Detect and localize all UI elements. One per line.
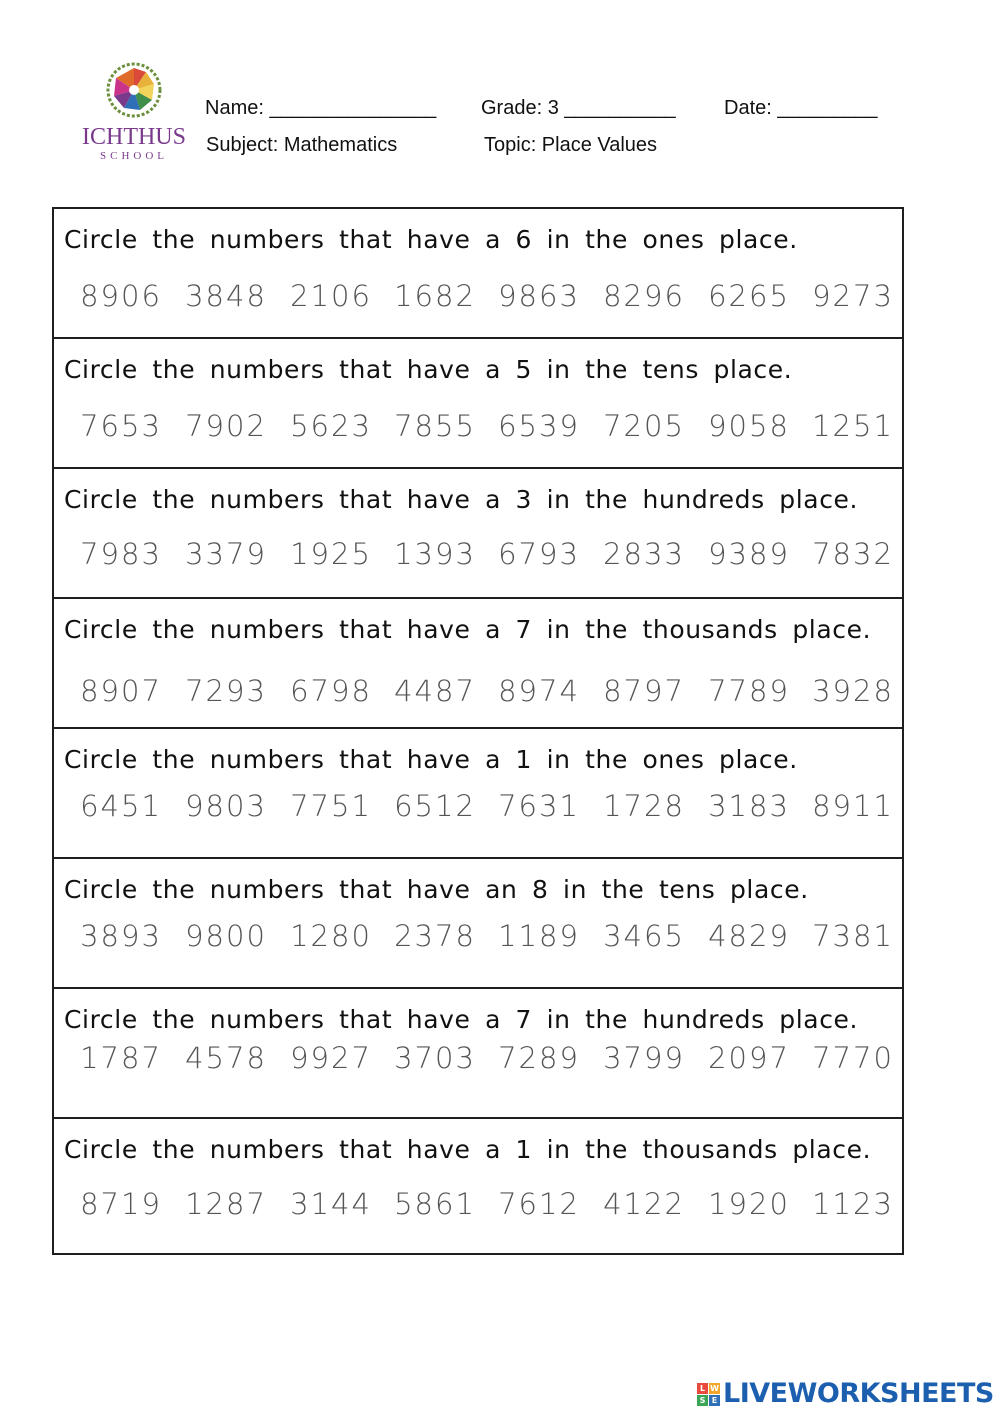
number-choice[interactable]: 8907 [80, 674, 162, 708]
question-instruction: Circle the numbers that have a 7 in the thousands place. [64, 615, 872, 644]
number-choice[interactable]: 7612 [498, 1187, 580, 1221]
number-choice[interactable]: 7653 [80, 409, 162, 443]
number-choice[interactable]: 8906 [80, 279, 162, 313]
subject-label: Subject: Mathematics [206, 134, 398, 156]
number-choice[interactable]: 7631 [498, 789, 580, 823]
liveworksheets-badge-icon [697, 1383, 721, 1407]
number-choice[interactable]: 7902 [185, 409, 267, 443]
grade-field[interactable]: Grade: 3 __________ [481, 97, 676, 119]
number-choices [76, 409, 896, 449]
number-choice[interactable]: 2833 [603, 537, 685, 571]
number-choice[interactable]: 1787 [80, 1041, 162, 1075]
number-choice[interactable]: 3893 [80, 919, 162, 953]
school-logo [80, 62, 188, 162]
number-choice[interactable]: 7983 [80, 537, 162, 571]
number-choice[interactable]: 1393 [394, 537, 476, 571]
number-choice[interactable]: 6512 [394, 789, 476, 823]
number-choices [76, 674, 896, 714]
question-instruction: Circle the numbers that have an 8 in the tens place. [64, 875, 809, 904]
number-choice[interactable]: 1287 [185, 1187, 267, 1221]
number-choice[interactable]: 3379 [185, 537, 267, 571]
number-choice[interactable]: 6798 [290, 674, 372, 708]
number-choice[interactable]: 7789 [708, 674, 790, 708]
number-choice[interactable]: 6539 [498, 409, 580, 443]
number-choices [76, 789, 896, 829]
number-choice[interactable]: 1682 [394, 279, 476, 313]
number-choices [76, 1041, 896, 1081]
number-choice[interactable]: 9863 [498, 279, 580, 313]
number-choice[interactable]: 6265 [708, 279, 790, 313]
number-choice[interactable]: 3848 [185, 279, 267, 313]
question-instruction: Circle the numbers that have a 1 in the ones place. [64, 745, 798, 774]
question-row [54, 599, 902, 729]
badge-letter: L [697, 1383, 708, 1394]
number-choice[interactable]: 8797 [603, 674, 685, 708]
question-row [54, 209, 902, 339]
number-choice[interactable]: 2097 [708, 1041, 790, 1075]
number-choice[interactable]: 3183 [708, 789, 790, 823]
number-choice[interactable]: 5861 [394, 1187, 476, 1221]
date-field[interactable]: Date: _________ [724, 97, 878, 119]
number-choice[interactable]: 1925 [290, 537, 372, 571]
number-choice[interactable]: 2378 [394, 919, 476, 953]
number-choice[interactable]: 6451 [80, 789, 162, 823]
number-choice[interactable]: 4487 [394, 674, 476, 708]
number-choice[interactable]: 5623 [290, 409, 372, 443]
number-choice[interactable]: 7832 [812, 537, 894, 571]
question-instruction: Circle the numbers that have a 1 in the thousands place. [64, 1135, 872, 1164]
number-choice[interactable]: 9927 [290, 1041, 372, 1075]
worksheet-table [52, 207, 904, 1255]
number-choice[interactable]: 9273 [812, 279, 894, 313]
number-choices [76, 537, 896, 577]
school-crest-icon [100, 62, 168, 122]
number-choices [76, 279, 896, 319]
question-row [54, 469, 902, 599]
number-choice[interactable]: 2106 [290, 279, 372, 313]
number-choice[interactable]: 7289 [498, 1041, 580, 1075]
number-choice[interactable]: 7751 [290, 789, 372, 823]
badge-letter: S [697, 1395, 708, 1406]
school-subtitle: SCHOOL [99, 150, 168, 162]
number-choice[interactable]: 3144 [290, 1187, 372, 1221]
number-choice[interactable]: 8719 [80, 1187, 162, 1221]
badge-letter: E [709, 1395, 720, 1406]
number-choice[interactable]: 7770 [812, 1041, 894, 1075]
number-choice[interactable]: 9058 [708, 409, 790, 443]
number-choice[interactable]: 7381 [812, 919, 894, 953]
liveworksheets-logo [697, 1378, 993, 1410]
number-choice[interactable]: 8974 [498, 674, 580, 708]
question-instruction: Circle the numbers that have a 6 in the ones place. [64, 225, 798, 254]
question-instruction: Circle the numbers that have a 7 in the hundreds place. [64, 1005, 859, 1034]
number-choices [76, 919, 896, 959]
number-choice[interactable]: 1280 [290, 919, 372, 953]
number-choice[interactable]: 3703 [394, 1041, 476, 1075]
number-choice[interactable]: 7855 [394, 409, 476, 443]
number-choices [76, 1187, 896, 1227]
number-choice[interactable]: 4829 [708, 919, 790, 953]
question-row [54, 1119, 902, 1253]
number-choice[interactable]: 6793 [498, 537, 580, 571]
number-choice[interactable]: 3465 [603, 919, 685, 953]
number-choice[interactable]: 1251 [812, 409, 894, 443]
number-choice[interactable]: 8911 [812, 789, 894, 823]
number-choice[interactable]: 1920 [708, 1187, 790, 1221]
badge-letter: W [710, 1384, 719, 1393]
number-choice[interactable]: 4122 [603, 1187, 685, 1221]
number-choice[interactable]: 1728 [603, 789, 685, 823]
number-choice[interactable]: 9389 [708, 537, 790, 571]
number-choice[interactable]: 9800 [185, 919, 267, 953]
name-field[interactable]: Name: _______________ [205, 97, 437, 119]
question-instruction: Circle the numbers that have a 5 in the tens place. [64, 355, 793, 384]
number-choice[interactable]: 1123 [812, 1187, 894, 1221]
number-choice[interactable]: 1189 [498, 919, 580, 953]
number-choice[interactable]: 7205 [603, 409, 685, 443]
liveworksheets-brand: LIVEWORKSHEETS [723, 1378, 994, 1409]
number-choice[interactable]: 4578 [185, 1041, 267, 1075]
number-choice[interactable]: 3928 [812, 674, 894, 708]
number-choice[interactable]: 9803 [185, 789, 267, 823]
number-choice[interactable]: 8296 [603, 279, 685, 313]
school-name: ICHTHUS [81, 124, 186, 150]
number-choice[interactable]: 3799 [603, 1041, 685, 1075]
question-row [54, 859, 902, 989]
question-instruction: Circle the numbers that have a 3 in the hundreds place. [64, 485, 859, 514]
question-row [54, 339, 902, 469]
question-row [54, 729, 902, 859]
question-row [54, 989, 902, 1119]
topic-label: Topic: Place Values [484, 134, 658, 156]
number-choice[interactable]: 7293 [185, 674, 267, 708]
